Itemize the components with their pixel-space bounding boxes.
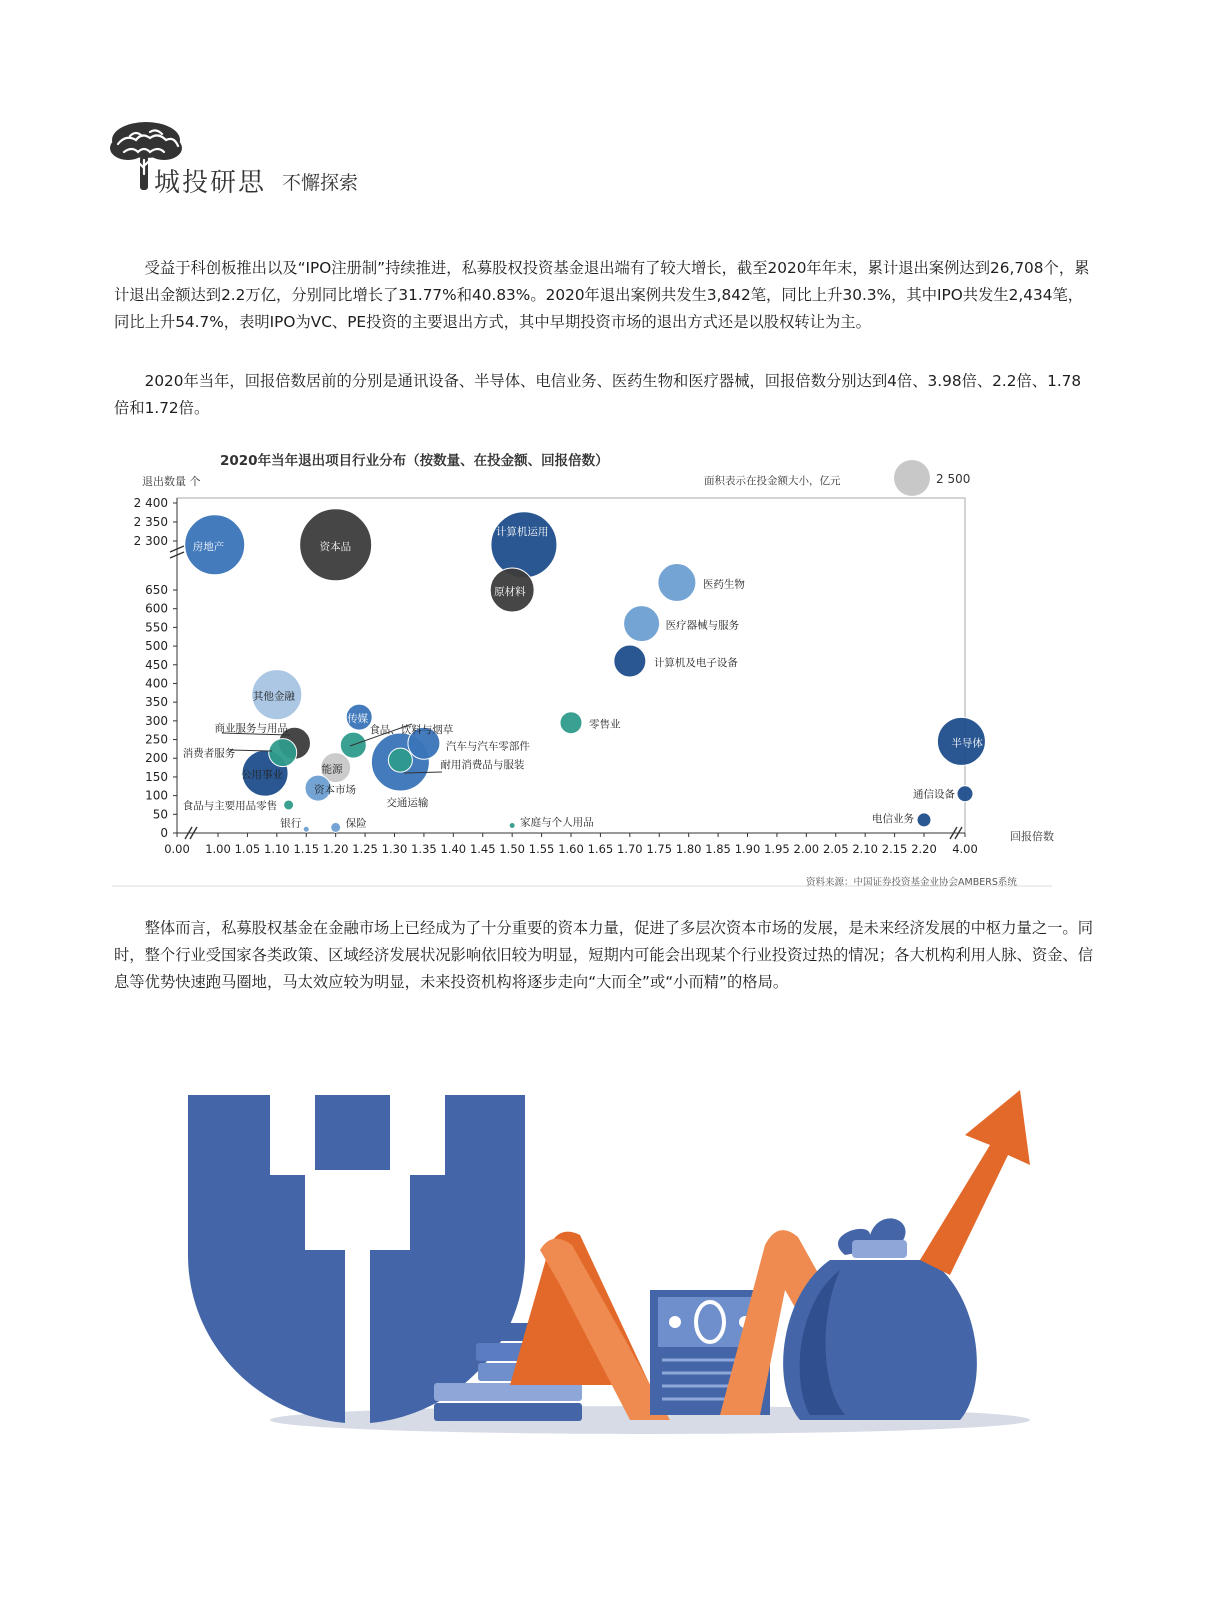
bubble-point (957, 786, 973, 802)
bubble-label: 其他金融 (252, 690, 295, 703)
bubble-label: 食品与主要用品零售 (182, 799, 278, 812)
x-tick-label: 1.45 (469, 842, 496, 856)
x-tick-label: 1.55 (528, 842, 555, 856)
finance-illustration (180, 1085, 1050, 1445)
bubble-label: 消费者服务 (182, 747, 236, 760)
bubble-label: 零售业 (589, 718, 621, 731)
x-tick-label: 1.70 (617, 842, 643, 856)
x-tick-label: 0.00 (164, 842, 190, 856)
bubble-label: 家庭与个人用品 (520, 816, 594, 829)
x-tick-label: 1.90 (734, 842, 761, 856)
bubble-label: 食品、饮料与烟草 (369, 724, 454, 737)
y-tick-label: 2 400 (133, 496, 168, 510)
plot-frame (177, 498, 965, 833)
x-tick-label: 2.20 (911, 842, 937, 856)
bubble-point (658, 564, 696, 602)
paragraph-1: 受益于科创板推出以及“IPO注册制”持续推进，私募股权投资基金退出端有了较大增长，截至2020年年末，累计退出案例达到26,708个，累计退出金额达到2.2万亿，分别同比增长了31.77%和40.83%。2020年退出案例共发生3,842笔，同比上升30.3%，其中IPO共发生2,434笔，同比上升54.7%，表明IPO为VC、PE投资的主要退出方式，其中早期投资市场的退出方式还是以股权转让为主。 (114, 259, 1090, 331)
bubble-label: 医疗器械与服务 (665, 619, 740, 632)
y-tick-label: 450 (145, 657, 168, 672)
bubble-label: 交通运输 (386, 796, 429, 809)
y-tick-label: 0 (160, 826, 168, 840)
brand-slogan: 不懈探索 (282, 172, 359, 194)
y-tick-label: 150 (145, 769, 168, 784)
bubble-point (917, 813, 931, 827)
bubble-label: 汽车与汽车零部件 (445, 740, 530, 753)
chart-source: 资料来源：中国证券投资基金业协会AMBERS系统 (806, 877, 1017, 888)
paragraph-2: 2020年当年，回报倍数居前的分别是通讯设备、半导体、电信业务、医药生物和医疗器械，回报倍数分别达到4倍、3.98倍、2.2倍、1.78倍和1.72倍。 (114, 372, 1082, 417)
y-tick-label: 550 (145, 620, 168, 635)
shield-u-icon (188, 1095, 525, 1423)
y-tick-label: 100 (145, 788, 168, 803)
bubble-label: 保险 (345, 817, 367, 830)
bubble-label: 计算机及电子设备 (653, 657, 738, 670)
x-tick-label: 1.95 (764, 842, 790, 856)
y-tick-label: 350 (145, 695, 168, 710)
bubble-point (624, 606, 660, 642)
x-tick-label: 1.85 (705, 842, 731, 856)
bubble-point (284, 800, 294, 810)
bubble-point (388, 748, 412, 772)
x-tick-label: 1.30 (381, 842, 408, 856)
size-legend-label: 2 500 (936, 472, 971, 486)
bubble-label: 资本市场 (314, 784, 357, 797)
bubble-label: 半导体 (951, 737, 983, 750)
bubble-point (303, 826, 309, 832)
x-tick-label: 2.05 (822, 842, 849, 856)
bubble-label: 能源 (321, 763, 343, 776)
y-tick-label: 2 300 (133, 534, 168, 548)
x-tick-label: 1.05 (234, 842, 261, 856)
x-tick-label: 1.15 (293, 842, 320, 856)
x-axis-label: 回报倍数 (1010, 830, 1054, 843)
bubble-label: 传媒 (347, 713, 369, 726)
bubble-point (491, 512, 557, 578)
x-tick-label: 1.80 (675, 842, 702, 856)
y-tick-label: 2 350 (133, 515, 168, 529)
y-tick-label: 400 (145, 676, 168, 691)
x-ticks (164, 833, 978, 856)
bubble-point (560, 712, 582, 734)
bubble-point (269, 739, 297, 767)
bubble-label: 计算机运用 (495, 525, 549, 538)
bubble-chart-svg (112, 445, 1102, 895)
size-legend-bubble (894, 460, 930, 496)
size-note: 面积表示在投金额大小，亿元 (704, 475, 841, 487)
y-ticks (134, 496, 177, 840)
bubble-point (509, 823, 515, 829)
bubble-chart (112, 445, 1102, 895)
brand-title: 城投研思 (154, 168, 267, 198)
bubble-label: 原材料 (494, 586, 526, 598)
x-tick-label: 1.00 (205, 842, 231, 856)
x-tick-label: 1.25 (352, 842, 378, 856)
bubble-label: 医药生物 (702, 578, 745, 591)
bubble-label: 耐用消费品与服装 (440, 759, 525, 772)
x-tick-label: 2.00 (793, 842, 820, 856)
y-tick-label: 250 (145, 732, 168, 747)
y-tick-label: 500 (145, 639, 168, 654)
y-tick-label: 50 (152, 807, 168, 822)
x-tick-label: 1.75 (646, 842, 673, 856)
x-tick-label: 1.35 (411, 842, 437, 856)
y-tick-label: 600 (145, 601, 168, 616)
x-tick-label: 4.00 (952, 842, 978, 856)
x-tick-label: 1.50 (499, 842, 525, 856)
bubble-label: 通信设备 (913, 788, 955, 801)
y-tick-label: 200 (145, 751, 168, 766)
bubble-point (331, 822, 341, 832)
brand-header (106, 118, 506, 198)
bubbles (183, 509, 986, 833)
y-tick-label: 650 (145, 583, 168, 597)
x-tick-label: 2.10 (852, 842, 878, 856)
y-axis-label: 退出数量 个 (142, 475, 201, 488)
bubble-label: 公用事业 (241, 769, 284, 782)
x-tick-label: 1.40 (440, 842, 467, 856)
bubble-label: 房地产 (192, 540, 225, 553)
x-tick-label: 1.65 (587, 842, 614, 856)
x-tick-label: 1.60 (558, 842, 584, 856)
bubble-label: 电信业务 (872, 812, 914, 825)
bubble-label: 资本品 (319, 540, 352, 553)
y-tick-label: 300 (145, 713, 168, 728)
x-tick-label: 2.15 (881, 842, 908, 856)
paragraph-3: 整体而言，私募股权基金在金融市场上已经成为了十分重要的资本力量，促进了多层次资本市场的发展，是未来经济发展的中枢力量之一。同时，整个行业受国家各类政策、区域经济发展状况影响依旧较为明显，短期内可能会出现某个行业投资过热的情况；各大机构利用人脉、资金、信息等优势快速跑马圈地，马太效应较为明显，未来投资机构将逐步走向“大而全”或“小而精”的格局。 (114, 919, 1094, 991)
bubble-point (614, 645, 646, 677)
growth-arrow-icon (920, 1090, 1030, 1275)
bubble-label: 商业服务与用品 (214, 722, 288, 735)
chart-title: 2020年当年退出项目行业分布（按数量、在投金额、回报倍数） (220, 453, 609, 469)
x-tick-label: 1.20 (322, 842, 349, 856)
x-tick-label: 1.10 (264, 842, 290, 856)
bubble-label: 银行 (280, 817, 302, 830)
